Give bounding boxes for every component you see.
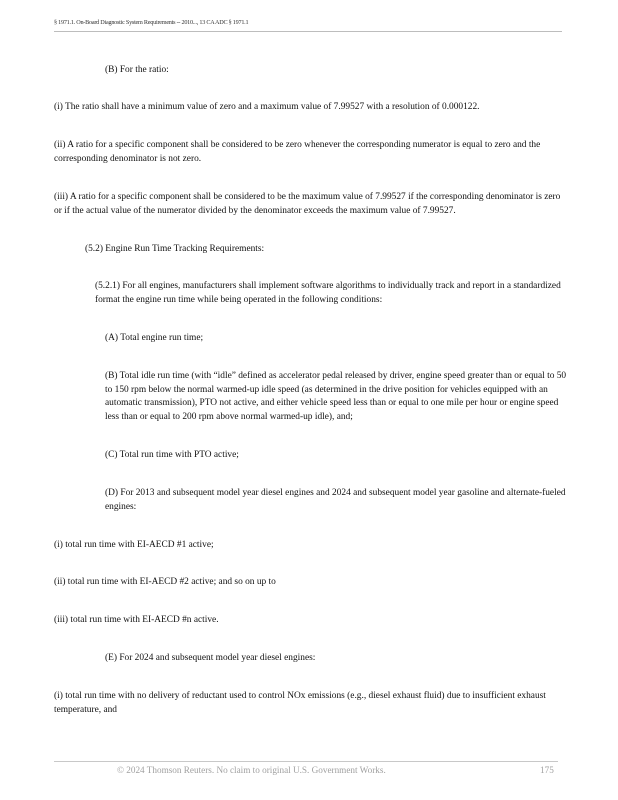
footer-copyright: © 2024 Thomson Reuters. No claim to original U.S. Government Works. xyxy=(117,765,386,775)
footer-divider xyxy=(54,761,558,762)
paragraph-ii-aecd-2: (ii) total run time with EI-AECD #2 active; and so on up to xyxy=(54,577,276,587)
paragraph-e-2024-diesel: (E) For 2024 and subsequent model year diesel engines: xyxy=(105,653,316,663)
paragraph-c-pto: (C) Total run time with PTO active; xyxy=(105,450,239,460)
paragraph-i-ratio-range: (i) The ratio shall have a minimum value of zero and a maximum value of 7.99527 with a resolution of 0.000122. xyxy=(54,102,480,112)
paragraph-b-ratio: (B) For the ratio: xyxy=(105,65,169,75)
section-5-2-heading: (5.2) Engine Run Time Tracking Requirements: xyxy=(85,244,265,254)
paragraph-5-2-1: (5.2.1) For all engines, manufacturers shall implement software algorithms to individually track and report in a standardized format the engine run time while being operated in the following conditions: xyxy=(95,281,561,305)
paragraph-ii-ratio-zero: (ii) A ratio for a specific component shall be considered to be zero whenever the corresponding numerator is equal to zero and the corresponding denominator is not zero. xyxy=(54,140,541,164)
paragraph-a-total-run-time: (A) Total engine run time; xyxy=(105,333,204,343)
paragraph-d-diesel-engines: (D) For 2013 and subsequent model year diesel engines and 2024 and subsequent model year gasoline and alternate-fueled engines: xyxy=(105,488,566,512)
paragraph-i-reductant: (i) total run time with no delivery of reductant used to control NOx emissions (e.g., diesel exhaust fluid) due to insufficient exhaust temperature, and xyxy=(54,691,546,715)
page-number: 175 xyxy=(540,765,554,775)
running-header: § 1971.1. On-Board Diagnostic System Requirements -- 2010..., 13 CA ADC § 1971.1 xyxy=(54,19,562,32)
paragraph-iii-ratio-max: (iii) A ratio for a specific component shall be considered to be the maximum value of 7.99527 if the corresponding denominator is zero or if the actual value of the numerator divided by the denominator exceeds the maximum value of 7.99527. xyxy=(54,192,561,216)
paragraph-i-aecd-1: (i) total run time with EI-AECD #1 active; xyxy=(54,540,214,550)
paragraph-iii-aecd-n: (iii) total run time with EI-AECD #n active. xyxy=(54,615,219,625)
paragraph-b-idle-run-time: (B) Total idle run time (with “idle” defined as accelerator pedal released by driver, engine speed greater than or equal to 50 to 150 rpm below the normal warmed-up idle speed (as determined in the drive position for vehicles equipped with an automatic transmission), PTO not active, and either vehicle speed less than or equal to one mile per hour or engine speed less than or equal to 200 rpm above normal warmed-up idle), and; xyxy=(105,371,567,422)
